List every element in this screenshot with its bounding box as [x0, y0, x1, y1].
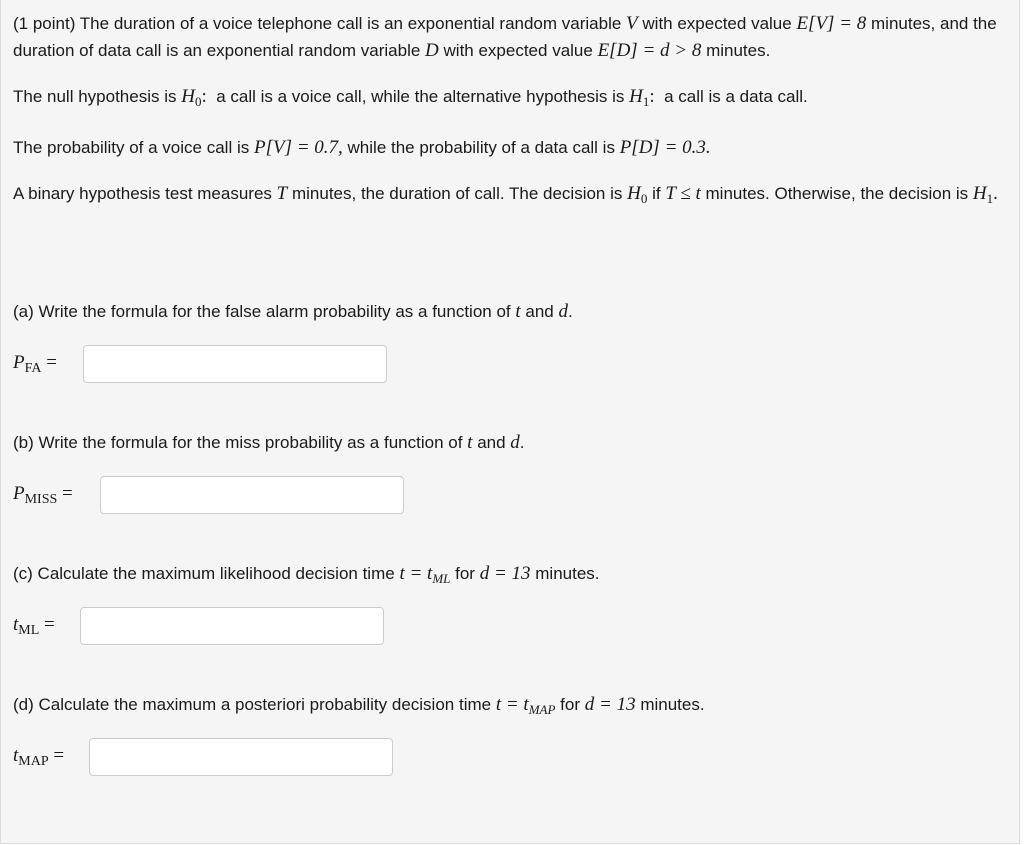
tmap-label: $t_{MAP}$ = [13, 744, 65, 769]
part-c-answer-row [13, 607, 55, 645]
tmap-answer-input[interactable] [89, 738, 393, 776]
point-value: (1 point) [13, 14, 76, 33]
tml-label: $t_{ML}$ = [13, 613, 55, 638]
intro-paragraph: (1 point) The duration of a voice telephone call is an exponential random variable V with expected value E[V] = 8 minutes, and the duration of data call is an exponential random variable D with expected value E[D] = d > 8 minutes. [13, 13, 997, 61]
test-paragraph: A binary hypothesis test measures T minutes, the duration of call. The decision is $H_0$ if T ≤ t minutes. Otherwise, the decision is $H_1$. [13, 183, 998, 206]
hypothesis-paragraph: The null hypothesis is $H_0$: a call is a voice call, while the alternative hypothesis is $H_1$: a call is a data call. [13, 86, 808, 109]
part-b-answer-row [13, 476, 73, 514]
problem-content [13, 0, 1013, 769]
part-a-answer-row [13, 345, 57, 383]
pmiss-label: $P_{MISS}$ = [13, 482, 73, 507]
pfa-answer-input[interactable] [83, 345, 387, 383]
tml-answer-input[interactable] [80, 607, 384, 645]
pmiss-answer-input[interactable] [100, 476, 404, 514]
part-d-question: (d) Calculate the maximum a posteriori probability decision time $t = t_{MAP}$ for d = 13 minutes. [13, 694, 705, 717]
pfa-label: $P_{FA}$ = [13, 351, 57, 376]
part-c-question: (c) Calculate the maximum likelihood decision time $t = t_{ML}$ for d = 13 minutes. [13, 563, 600, 586]
probability-paragraph: The probability of a voice call is P[V] = 0.7, while the probability of a data call is P[D] = 0.3. [13, 137, 711, 158]
part-a-question: (a) Write the formula for the false alarm probability as a function of t and d. [13, 301, 573, 322]
problem-intro [13, 0, 1013, 212]
part-d-answer-row [13, 738, 64, 776]
part-b-question: (b) Write the formula for the miss probability as a function of t and d. [13, 432, 525, 453]
